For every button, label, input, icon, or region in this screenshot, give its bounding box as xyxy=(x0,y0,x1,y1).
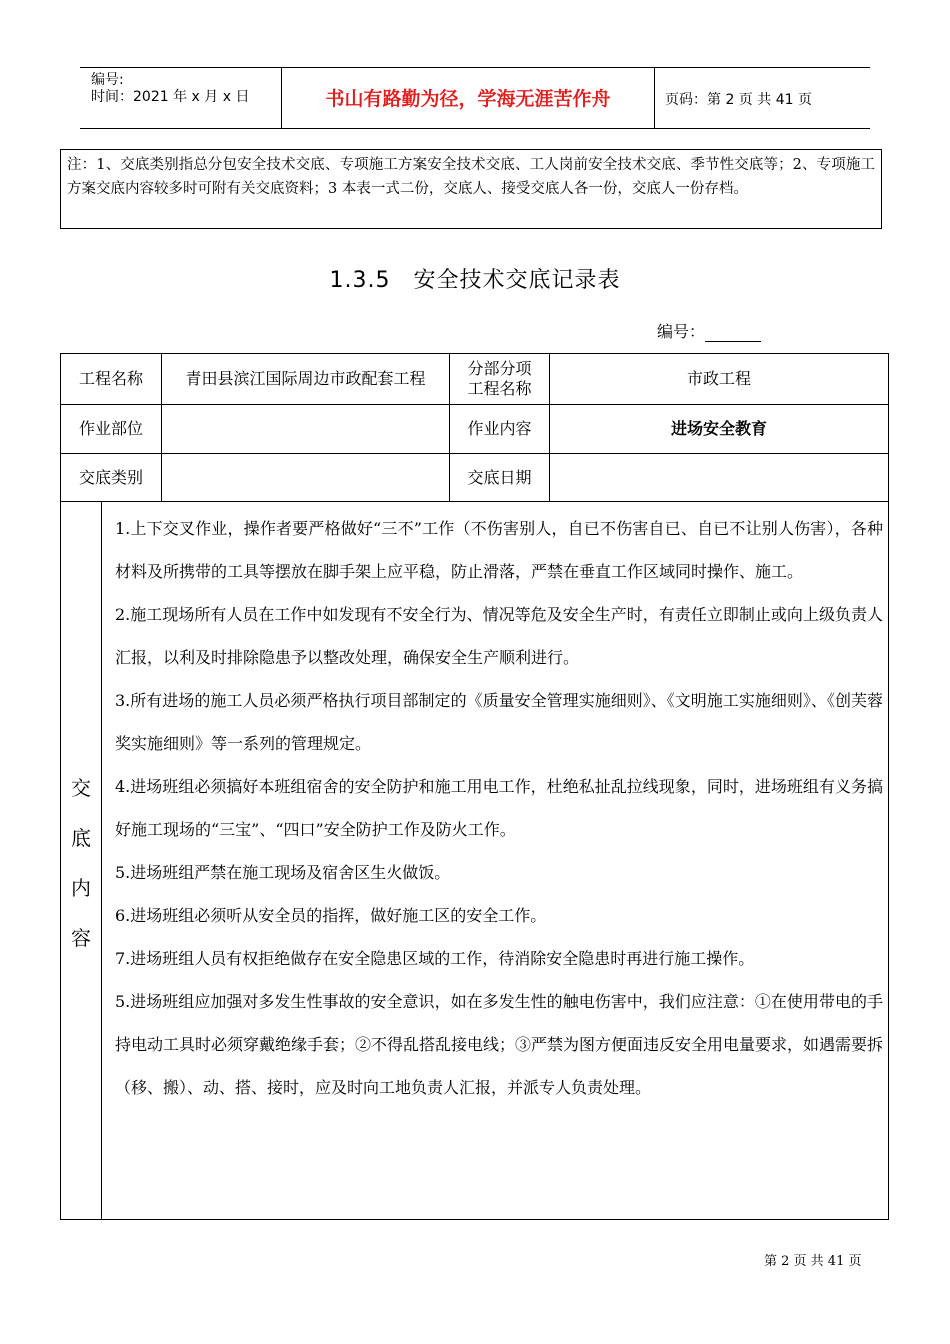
note-box: 注：1、交底类别指总分包安全技术交底、专项施工方案安全技术交底、工人岗前安全技术交底、季节性交底等；2、专项施工方案交底内容较多时可附有关交底资料；3 本表一式二份，交底人、接受交底人各一份，交底人一份存档。 xyxy=(60,149,882,229)
briefing-type-label: 交底类别 xyxy=(78,467,143,487)
header-number-label: 编号: xyxy=(91,72,124,88)
content-item-7: 7.进场班组人员有权拒绝做存在安全隐患区域的工作，待消除安全隐患时再进行施工操作。 xyxy=(115,949,755,968)
briefing-record-table xyxy=(60,353,889,1220)
form-number-blank xyxy=(705,323,761,342)
sub-project-value: 市政工程 xyxy=(686,369,751,388)
content-side-label: 交 底 内 容 xyxy=(71,776,91,950)
form-number xyxy=(657,319,761,342)
form-number-label: 编号： xyxy=(657,322,706,341)
content-item-4: 4.进场班组必须搞好本班组宿舍的安全防护和施工用电工作，杜绝私扯乱拉线现象，同时，进场班组有义务搞好施工现场的“三宝”、“四口”安全防护工作及防火工作。 xyxy=(115,777,883,839)
content-item-1: 1.上下交叉作业，操作者要严格做好“三不”工作（不伤害别人，自已不伤害自已、自已不让别人伤害），各种材料及所携带的工具等摆放在脚手架上应平稳，防止滑落，严禁在垂直工作区域同时操作、施工。 xyxy=(115,519,883,581)
briefing-date-value xyxy=(550,454,888,501)
row-rule-3 xyxy=(61,501,888,502)
header-time: 时间：2021 年 x 月 x 日 xyxy=(91,89,250,105)
page-title: 1.3.5 安全技术交底记录表 xyxy=(329,268,621,293)
project-name-value: 青田县滨江国际周边市政配套工程 xyxy=(185,369,426,388)
header-motto: 书山有路勤为径，学海无涯苦作舟 xyxy=(325,88,611,110)
project-name-label: 工程名称 xyxy=(78,369,143,388)
sub-project-label: 分部分项工程名称 xyxy=(467,359,532,398)
footer-page-number: 第 2 页 共 41 页 xyxy=(764,1254,862,1269)
content-item-2: 2.施工现场所有人员在工作中如发现有不安全行为、情况等危及安全生产时，有责任立即制止或向上级负责人汇报，以利及时排除隐患予以整改处理，确保安全生产顺利进行。 xyxy=(115,605,883,667)
briefing-date-label: 交底日期 xyxy=(467,467,532,487)
content-item-3: 3.所有进场的施工人员必须严格执行项目部制定的《质量安全管理实施细则》、《文明施工实施细则》、《创芙蓉奖实施细则》等一系列的管理规定。 xyxy=(115,691,883,753)
content-item-5: 5.进场班组严禁在施工现场及宿舍区生火做饭。 xyxy=(115,863,451,882)
header-bottom-rule xyxy=(80,128,870,129)
header-divider-right xyxy=(654,67,655,128)
header-page-number: 页码：第 2 页 共 41 页 xyxy=(665,92,812,108)
content-label-divider xyxy=(101,501,102,1219)
work-location-value xyxy=(162,405,449,453)
work-location-label: 作业部位 xyxy=(78,419,143,438)
header-top-rule xyxy=(80,67,870,68)
work-content-value: 进场安全教育 xyxy=(670,419,767,438)
briefing-content xyxy=(115,507,883,1109)
work-content-label: 作业内容 xyxy=(467,419,532,438)
content-item-8: 5.进场班组应加强对多发生性事故的安全意识，如在多发生性的触电伤害中，我们应注意：①在使用带电的手持电动工具时必须穿戴绝缘手套；②不得乱搭乱接电线；③严禁为图方便面违反安全用电量要求，如遇需要拆（移、搬）、动、搭、接时，应及时向工地负责人汇报，并派专人负责处理。 xyxy=(115,992,884,1097)
content-item-6: 6.进场班组必须听从安全员的指挥，做好施工区的安全工作。 xyxy=(115,906,547,925)
briefing-type-value xyxy=(162,454,449,501)
